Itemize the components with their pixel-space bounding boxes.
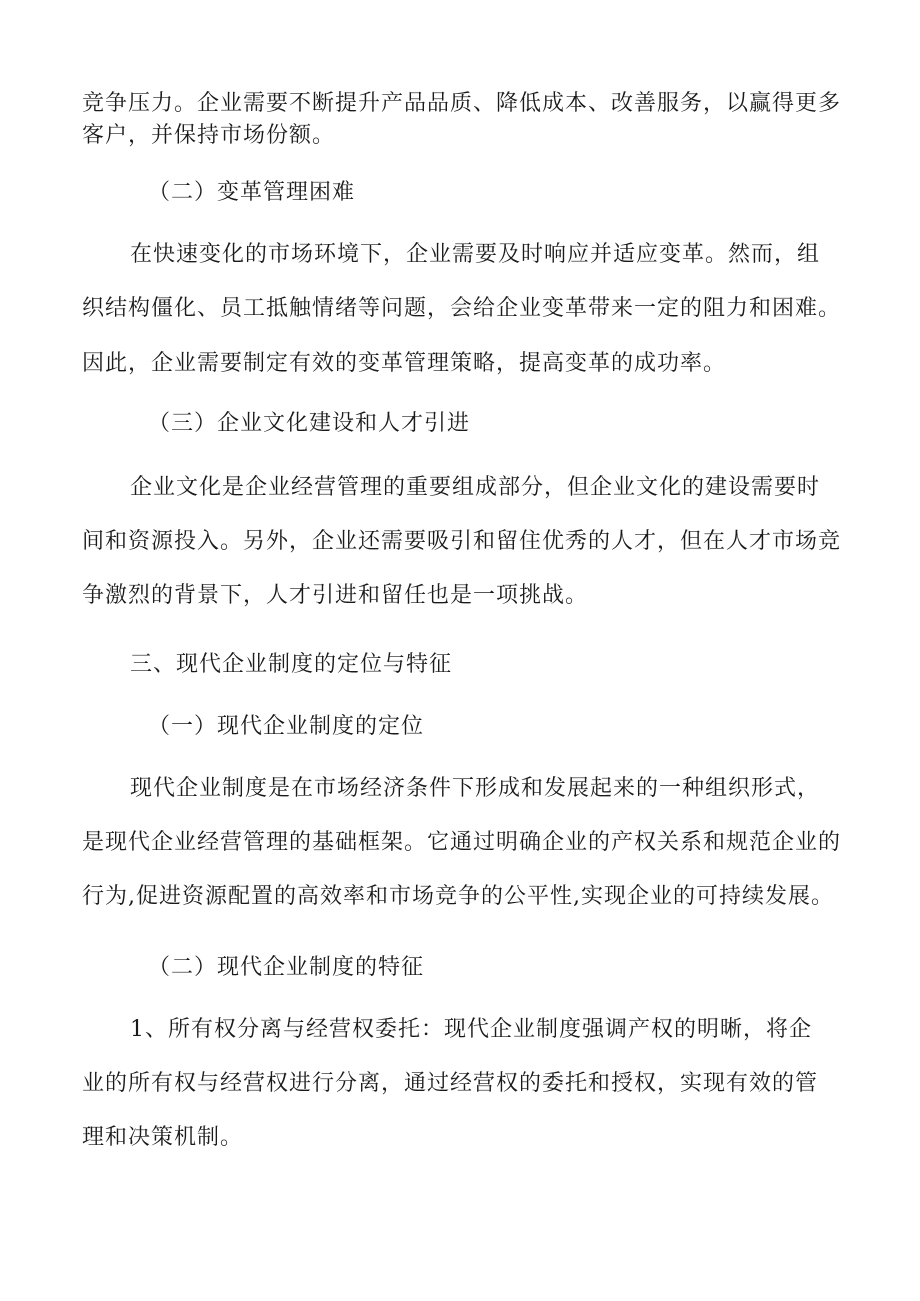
section-2-3-line-3: 争激烈的背景下，人才引进和留任也是一项挑战。 (82, 583, 589, 608)
section-3-1-line-1: 现代企业制度是在市场经济条件下形成和发展起来的一种组织形式， (130, 776, 821, 801)
section-2-2-line-1: 在快速变化的市场环境下，企业需要及时响应并适应变革。然而，组 (130, 242, 821, 267)
section-2-3-line-1: 企业文化是企业经营管理的重要组成部分，但企业文化的建设需要时 (130, 475, 821, 500)
section-2-3-line-2: 间和资源投入。另外，企业还需要吸引和留住优秀的人才，但在人才市场竞 (82, 529, 842, 554)
section-2-2-line-2: 织结构僵化、员工抵触情绪等问题，会给企业变革带来一定的阻力和困难。 (82, 296, 842, 321)
section-3-2-line-1: 1、所有权分离与经营权委托：现代企业制度强调产权的明晰，将企 (130, 1017, 812, 1042)
intro-line-1: 竞争压力。企业需要不断提升产品品质、降低成本、改善服务，以赢得更多 (82, 91, 842, 116)
section-2-2-heading: （二）变革管理困难 (148, 180, 356, 205)
section-3-1-line-3: 行为,促进资源配置的高效率和市场竞争的公平性,实现企业的可持续发展。 (82, 884, 834, 909)
section-3-2-line-3: 理和决策机制。 (82, 1125, 244, 1150)
section-2-2-line-3: 因此，企业需要制定有效的变革管理策略，提高变革的成功率。 (82, 351, 727, 376)
section-3-1-heading: （一）现代企业制度的定位 (148, 714, 425, 739)
chapter-3-heading: 三、现代企业制度的定位与特征 (130, 652, 453, 677)
section-3-1-line-2: 是现代企业经营管理的基础框架。它通过明确企业的产权关系和规范企业的 (82, 830, 842, 855)
intro-line-2: 客户，并保持市场份额。 (82, 123, 336, 148)
section-3-2-line-2: 业的所有权与经营权进行分离，通过经营权的委托和授权，实现有效的管 (82, 1071, 819, 1096)
section-2-3-heading: （三）企业文化建设和人才引进 (148, 411, 471, 436)
section-3-2-heading: （二）现代企业制度的特征 (148, 955, 425, 980)
